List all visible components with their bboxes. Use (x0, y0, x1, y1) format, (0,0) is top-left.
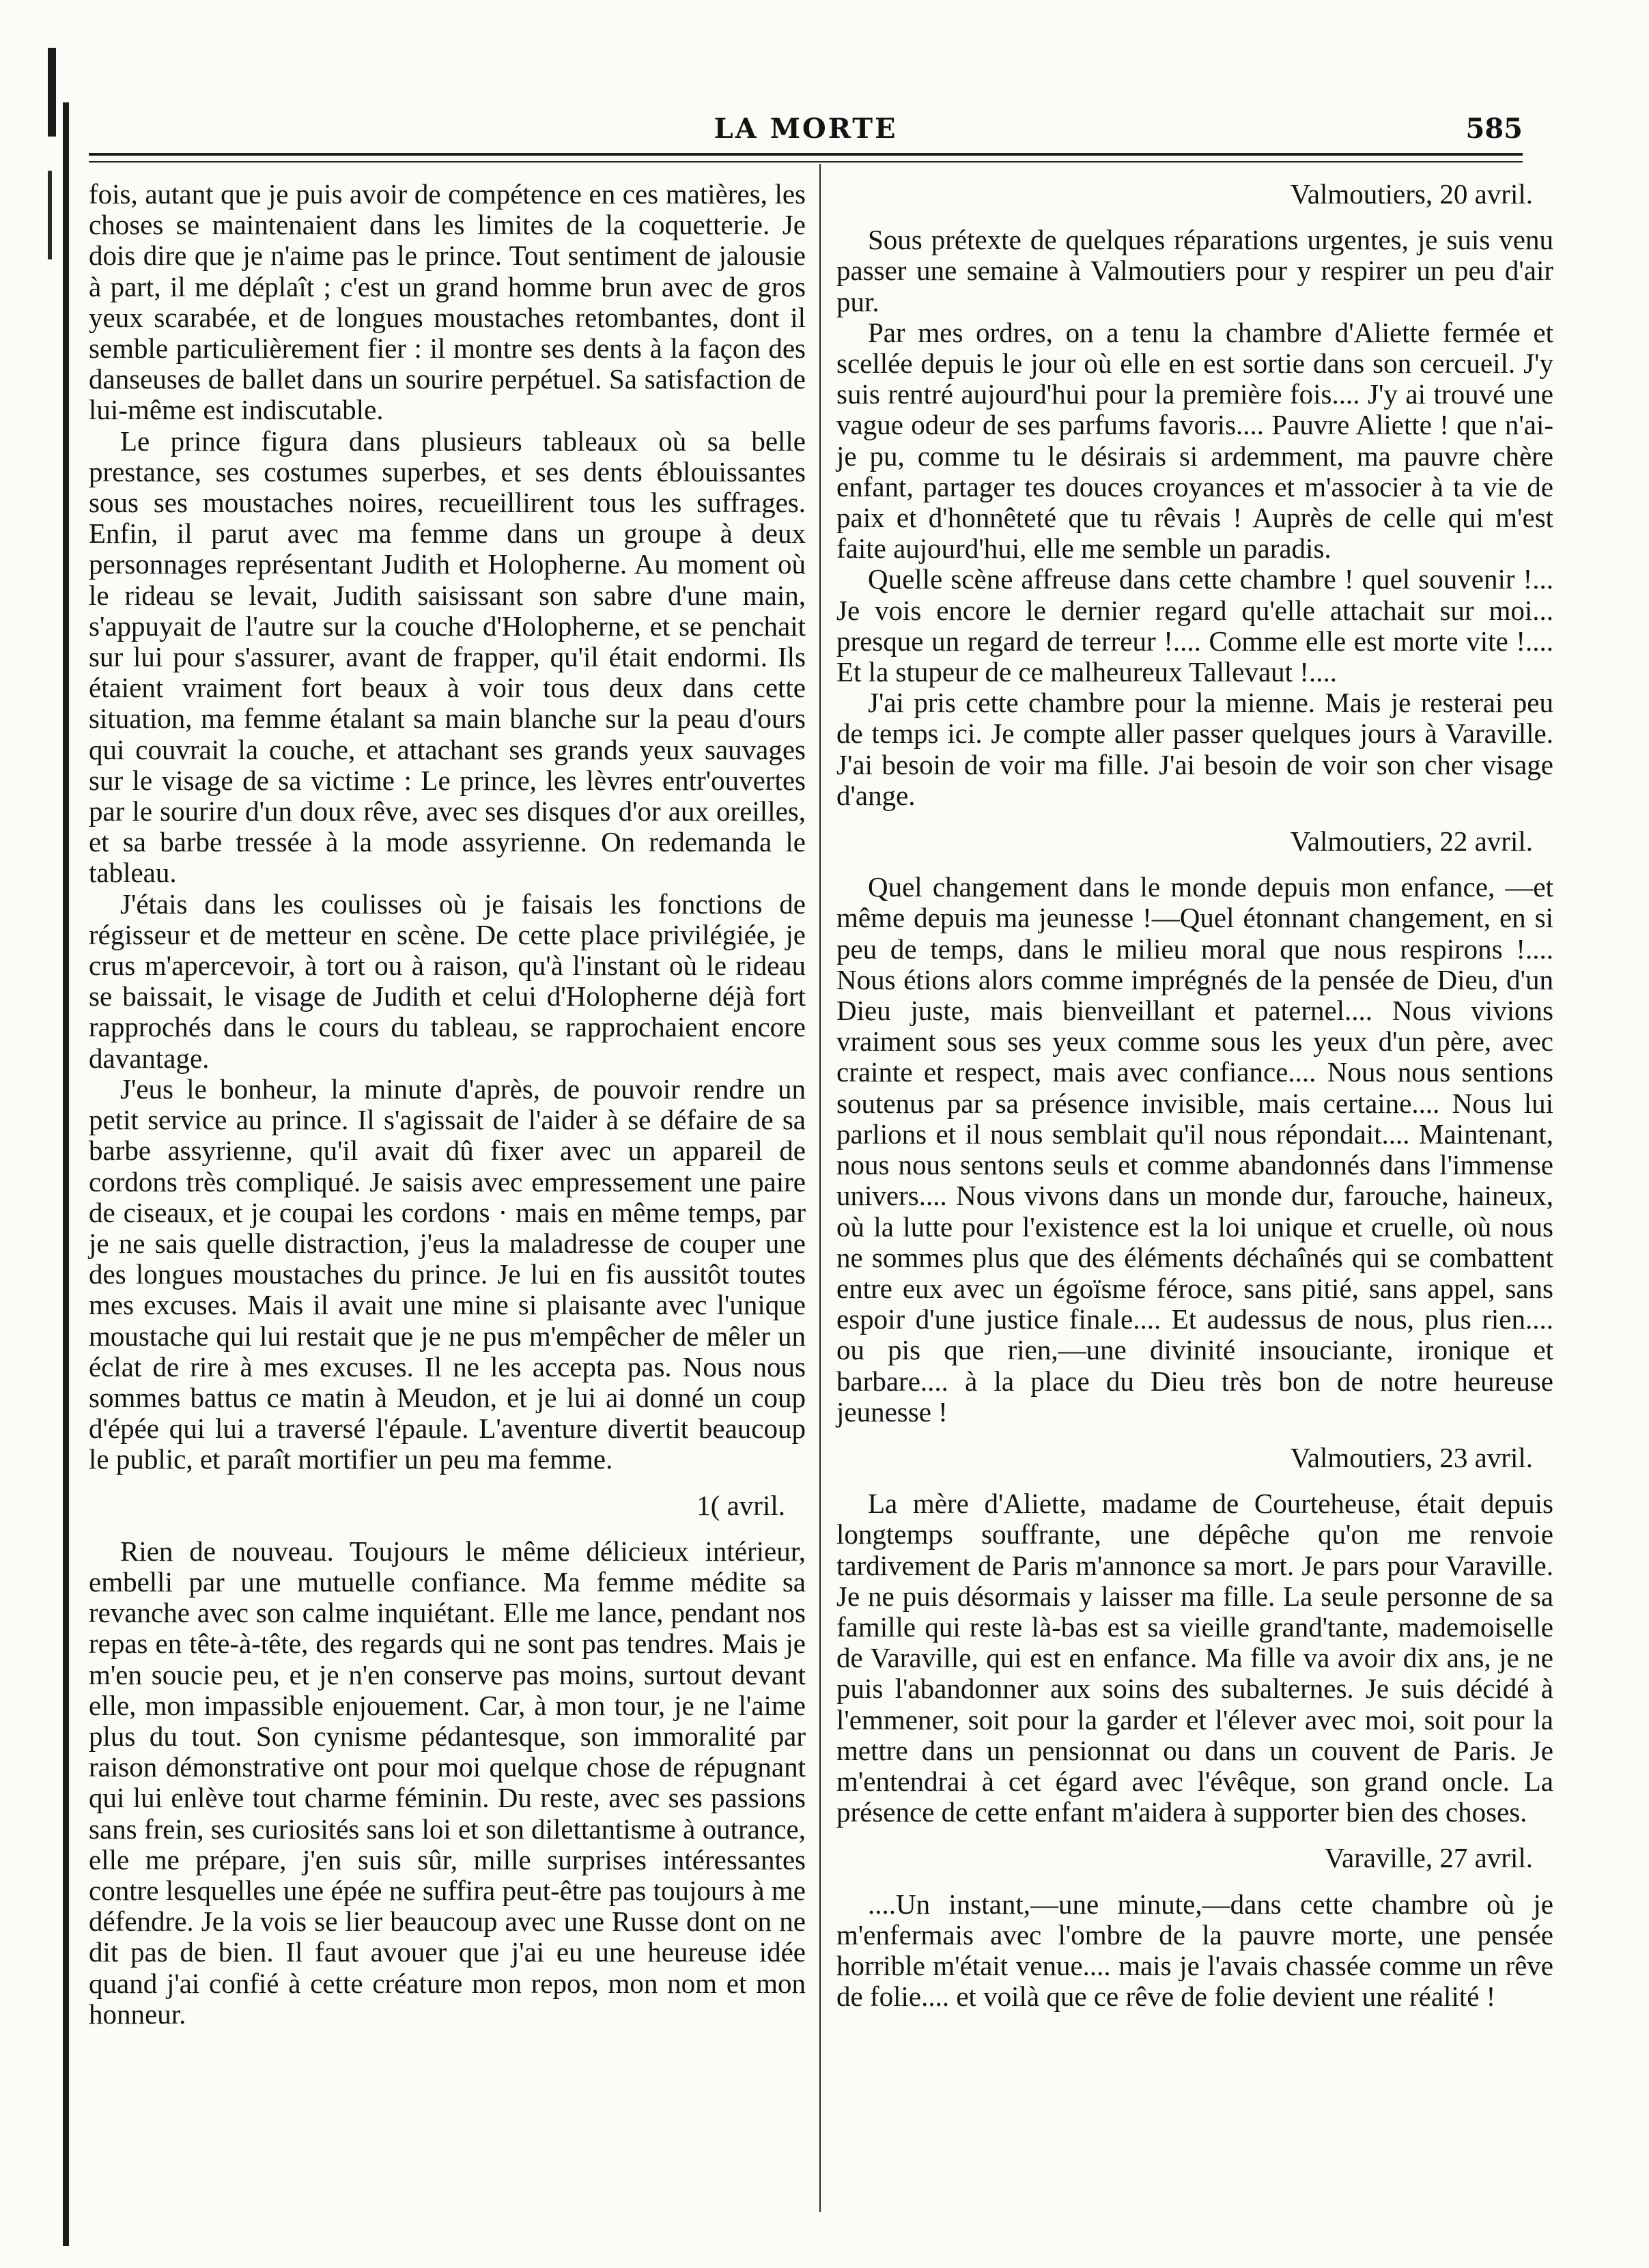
paragraph: J'ai pris cette chambre pour la mienne. Mais je resterai peu de temps ici. Je compte aller passer quelques jours à Varaville. J'ai besoin de voir ma fille. J'ai besoin de voir son cher visage d'ange. (836, 687, 1553, 811)
paragraph: J'étais dans les coulisses où je faisais les fonctions de régisseur et de metteur en scène. De cette place privilégiée, je crus m'apercevoir, à tort ou à raison, qu'à l'instant où le rideau se baissait, le visage de Judith et celui d'Holopherne déjà fort rapprochés dans le cours du tableau, se rapprochaient encore davantage. (89, 888, 806, 1074)
page-number: 585 (1465, 113, 1523, 145)
margin-mark (48, 171, 52, 259)
column-divider (819, 164, 821, 2212)
entry-date: Valmoutiers, 22 avril. (1290, 825, 1533, 857)
paragraph: Rien de nouveau. Toujours le même délicieux intérieur, embelli par une mutuelle confiance. Ma femme médite sa revanche avec son calme inquiétant. Elle me lance, pendant nos repas en tête-à-tête, des regards qui ne sont pas tendres. Mais je m'en soucie peu, et je n'en conserve pas moins, surtout devant elle, mon impassible enjouement. Car, à mon tour, je ne l'aime plus du tout. Son cynisme pédantesque, son immoralité par raison démonstrative ont pour moi quelque chose de répugnant qui lui enlève tout charme féminin. Du reste, avec ses passions sans frein, ses curiosités sans loi et son dilettantisme à outrance, elle me prépare, j'en suis sûr, mille surprises intéressantes contre lesquelles une épée ne suffira peut-être pas toujours à me défendre. Je la vois se lier beaucoup avec une Russe dont on ne dit pas de bien. Il faut avouer que j'ai eu une heureuse idée quand j'ai confié à cette créature mon repos, mon nom et mon honneur. (89, 1535, 806, 2030)
paragraph: ....Un instant,—une minute,—dans cette chambre où je m'enfermais avec l'ombre de la pauvre morte, une pensée horrible m'était venue.... mais je l'avais chassée comme un rêve de folie.... et voilà que ce rêve de folie devient une réalité ! (836, 1888, 1553, 2013)
left-column (89, 179, 806, 2030)
entry-date: Valmoutiers, 20 avril. (1290, 178, 1533, 210)
paragraph: J'eus le bonheur, la minute d'après, de pouvoir rendre un petit service au prince. Il s'agissait de l'aider à se défaire de sa barbe assyrienne, qu'il avait dû fixer avec un appareil de cordons très compliqué. Je saisis avec empressement une paire de ciseaux, et je coupai les cordons · mais en même temps, par je ne sais quelle distraction, j'eus la maladresse de couper une des longues moustaches du prince. Je lui en fis aussitôt toutes mes excuses. Mais il avait une mine si plaisante avec l'unique moustache qui lui restait que je ne pus m'empêcher de mêler un éclat de rire à mes excuses. Il ne les accepta pas. Nous nous sommes battus ce matin à Meudon, et je lui ai donné un coup d'épée qui lui a traversé l'épaule. L'aventure divertit beaucoup le public, et paraît mortifier un peu ma femme. (89, 1073, 806, 1475)
header-rule (89, 153, 1523, 156)
running-header (89, 113, 1523, 154)
entry-date: Valmoutiers, 23 avril. (1290, 1441, 1533, 1473)
entry-date: Varaville, 27 avril. (1324, 1842, 1533, 1874)
entry-date: 1( avril. (696, 1489, 785, 1521)
paragraph: Sous prétexte de quelques réparations urgentes, je suis venu passer une semaine à Valmoutiers pour y respirer un peu d'air pur. (836, 224, 1553, 317)
header-rule (89, 161, 1523, 162)
paragraph: Par mes ordres, on a tenu la chambre d'Aliette fermée et scellée depuis le jour où elle en est sortie dans son cercueil. J'y suis rentré aujourd'hui pour la première fois.... J'y ai trouvé une vague odeur de ses parfums favoris.... Pauvre Aliette ! que n'ai-je pu, comme tu le désirais si ardemment, ma pauvre chère enfant, partager tes douces croyances et m'associer à ta vie de paix et d'honnêteté que tu rêvais ! Auprès de celle qui m'est faite aujourd'hui, elle me semble un paradis. (836, 316, 1553, 565)
paragraph: fois, autant que je puis avoir de compétence en ces matières, les choses se maintenaient dans les limites de la coquetterie. Je dois dire que je n'aime pas le prince. Tout sentiment de jalousie à part, il me déplaît ; c'est un grand homme brun avec de gros yeux scarabée, et de longues moustaches retombantes, dont il semble particulièrement fier : il montre ses dents à la façon des danseuses de ballet dans un sourire perpétuel. Sa satisfaction de lui-même est indiscutable. (89, 178, 806, 426)
paragraph: La mère d'Aliette, madame de Courteheuse, était depuis longtemps souffrante, une dépêche qu'on me renvoie tardivement de Paris m'annonce sa mort. Je pars pour Varaville. Je ne puis désormais y laisser ma fille. La seule personne de sa famille qui reste là-bas est sa vieille grand'tante, mademoiselle de Varaville, qui est en enfance. Ma fille va avoir dix ans, je ne puis l'abandonner aux soins des subalternes. Je suis décidé à l'emmener, soit pour la garder et l'élever avec moi, soit pour la mettre dans un pensionnat ou dans un couvent de Paris. Je m'entendrai à cet égard avec l'évêque, son grand oncle. La présence de cette enfant m'aidera à supporter bien des choses. (836, 1488, 1553, 1828)
paragraph: Le prince figura dans plusieurs tableaux où sa belle prestance, ses costumes superbes, et ses dents éblouissantes sous ses moustaches noires, recueillirent tous les suffrages. Enfin, il parut avec ma femme dans un groupe à deux personnages représentant Judith et Holopherne. Au moment où le rideau se levait, Judith saisissant son sabre d'une main, s'appuyait de l'autre sur la couche d'Holopherne, et se penchait sur lui pour s'assurer, avant de frapper, qu'il était endormi. Ils étaient vraiment fort beaux à voir tous deux dans cette situation, ma femme étalant sa main blanche sur la peau d'ours qui couvrait la couche, et attachant ses grands yeux sauvages sur le visage de sa victime : Le prince, les lèvres entr'ouvertes par le sourire d'un doux rêve, avec ses disques d'or aux oreilles, et sa barbe tressée à la mode assyrienne. On redemanda le tableau. (89, 425, 806, 889)
paragraph: Quelle scène affreuse dans cette chambre ! quel souvenir !... Je vois encore le dernier regard qu'elle attachait sur moi... presque un regard de terreur !.... Comme elle est morte vite !.... Et la stupeur de ce malheureux Tallevaut !.... (836, 563, 1553, 688)
running-title: LA MORTE (714, 113, 898, 145)
binding-edge (63, 102, 69, 2246)
paragraph: Quel changement dans le monde depuis mon enfance, —et même depuis ma jeunesse !—Quel étonnant changement, en si peu de temps, dans le milieu moral que nous respirons !.... Nous étions alors comme imprégnés de la pensée de Dieu, d'un Dieu juste, mais bienveillant et paternel.... Nous vivions vraiment sous ses yeux comme sous les yeux d'un père, avec crainte et respect, mais avec confiance.... Nous nous sentions soutenus par sa présence invisible, mais certaine.... Nous lui parlions et il nous semblait qu'il nous répondait.... Maintenant, nous nous sentons seuls et comme abandonnés dans l'immense univers.... Nous vivons dans un monde dur, farouche, haineux, où la lutte pour l'existence est la loi unique et cruelle, où nous ne sommes plus que des éléments déchaînés qui se combattent entre eux avec un égoïsme féroce, sans pitié, sans appel, sans espoir d'une justice finale.... Et audessus de nous, plus rien.... ou pis que rien,—une divinité insouciante, ironique et barbare.... à la place du Dieu très bon de notre heureuse jeunesse ! (836, 871, 1553, 1428)
margin-mark (48, 48, 56, 137)
right-column (836, 179, 1553, 2012)
